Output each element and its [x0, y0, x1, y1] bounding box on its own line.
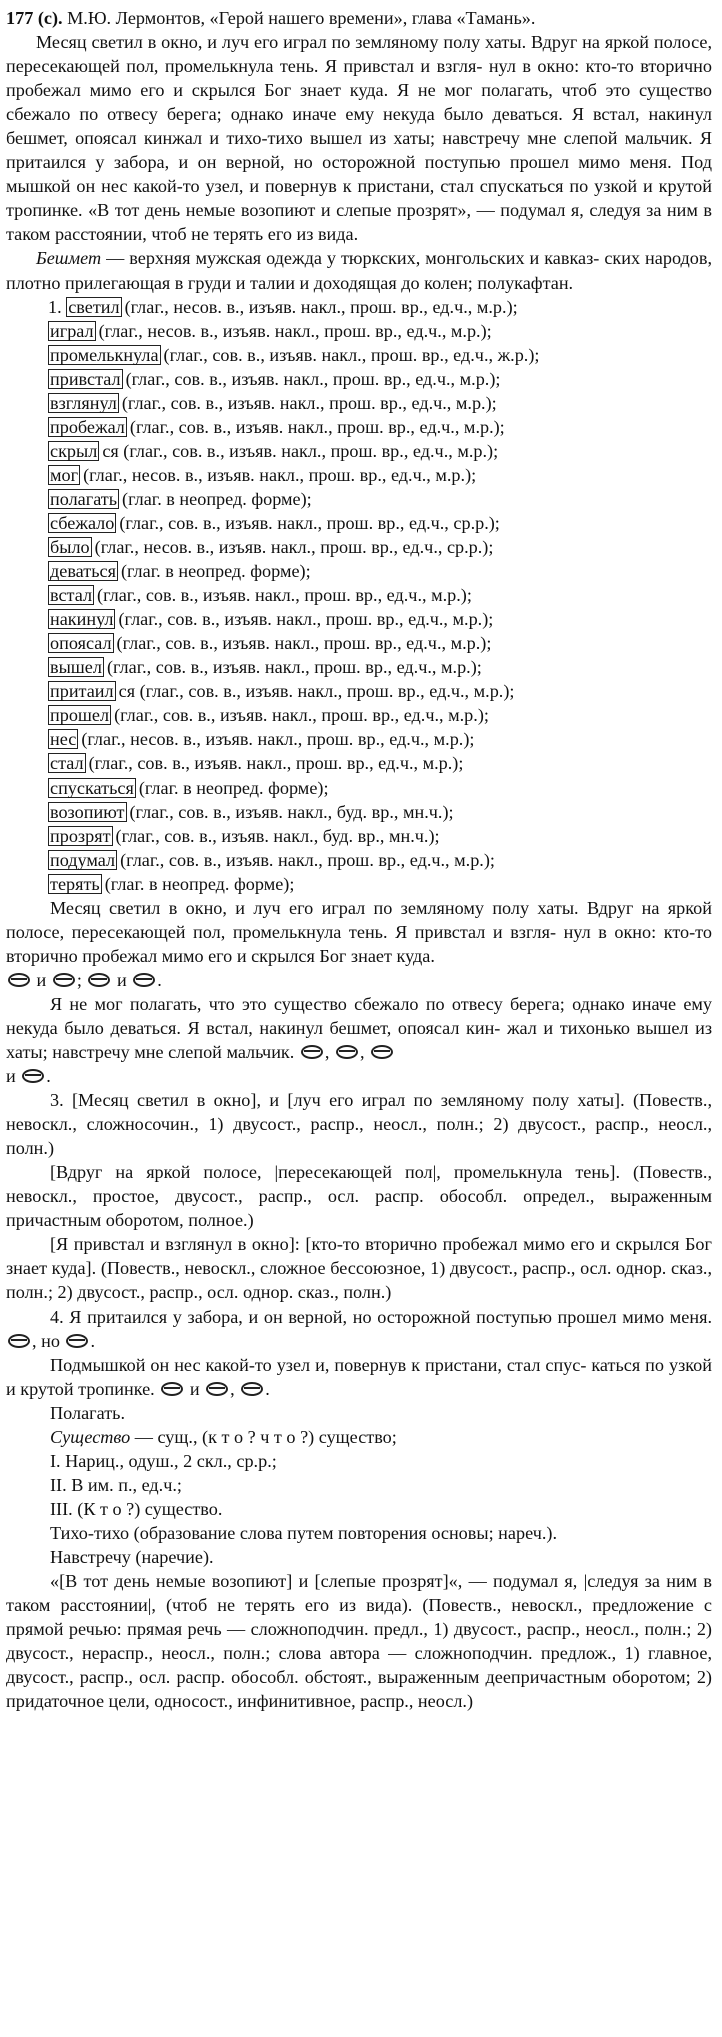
verb-word: промелькнула — [50, 344, 159, 365]
verb-list-item — [48, 631, 712, 655]
verb-word: играл — [50, 320, 94, 341]
verb-list-item — [48, 607, 712, 631]
verb-list-item — [48, 800, 712, 824]
word-analysis-polagat — [6, 1401, 712, 1425]
verb-grammar-info: (глаг., сов. в., изъяв. накл., прош. вр., ед.ч., ж.р.); — [163, 344, 540, 365]
morpheme-scheme-icon — [66, 1334, 88, 1348]
definition — [6, 246, 712, 294]
verb-word: полагать — [50, 488, 118, 509]
syntax-analysis-3 — [6, 1088, 712, 1160]
verb-list-item — [48, 391, 712, 415]
syntax-line: Подмышкой он нес какой-то узел и, повернув к пристани, стал спус- — [50, 1354, 587, 1375]
verb-grammar-info: (глаг. в неопред. форме); — [138, 777, 329, 798]
word-analysis-tiho — [6, 1521, 712, 1545]
morpheme-scheme-icon — [371, 1045, 393, 1059]
verb-list-number: 1. — [48, 296, 67, 317]
marked-paragraph-2: Я не мог полагать, что это существо сбежало по отвесу берега; однако иначе ему некуда было деваться. Я встал, накинул бешмет, опоясал кин- жал и тихонько вышел из хаты; навстречу мне слепой мальчик. , , и . — [6, 993, 713, 1087]
verb-grammar-info: (глаг. в неопред. форме); — [104, 873, 295, 894]
task-title: М.Ю. Лермонтов, «Герой нашего времени», глава «Тамань». — [67, 8, 536, 28]
verb-word: пробежал — [50, 416, 125, 437]
verb-word: прозрят — [50, 825, 111, 846]
verb-word: деваться — [50, 561, 116, 582]
verb-grammar-info: (глаг., сов. в., изъяв. накл., прош. вр., ед.ч., ср.р.); — [119, 512, 500, 533]
syntax-analysis-direct-speech — [6, 1569, 712, 1713]
word-analysis-sushchestvo — [6, 1425, 712, 1449]
verb-grammar-info: (глаг., сов. в., изъяв. накл., прош. вр., ед.ч., м.р.); — [114, 705, 489, 726]
verb-word: прошел — [50, 705, 110, 726]
source-line: узкой и крутой тропинке. «В тот день немые возопиют и слепые прозрят», — [6, 176, 713, 221]
syntax-line: [Вдруг на яркой полосе, |пересекающей пол|, промелькнула тень]. (Повеств., невоскл., простое, двусост., распр., осл. распр. обособл. определ., выраженным причастным оборотом, полное.) — [6, 1162, 712, 1231]
verb-grammar-info: ся (глаг., сов. в., изъяв. накл., прош. вр., ед.ч., м.р.); — [118, 681, 515, 702]
source-line: Я не мог полагать, чтоб это существо сбежало по отвесу берега; однако — [6, 80, 713, 125]
verb-word: привстал — [50, 368, 121, 389]
morpheme-scheme-icon — [161, 1382, 183, 1396]
syntax-analysis-4: 4. Я притаился у забора, и он верной, но осторожной поступью прошел мимо меня. , но . — [6, 1305, 712, 1353]
definition-text: полукафтан. — [477, 272, 574, 293]
verb-list-item — [48, 439, 712, 463]
verb-list-item — [48, 463, 712, 487]
verb-list-item — [48, 679, 712, 703]
verb-list-item — [48, 824, 712, 848]
verb-list-item — [48, 295, 712, 319]
verb-list-item — [48, 487, 712, 511]
verb-grammar-info: (глаг., несов. в., изъяв. накл., прош. вр., ед.ч., ср.р.); — [94, 537, 494, 558]
morpheme-scheme-icon — [206, 1382, 228, 1396]
source-line: Месяц светил в окно, и луч его играл по земляному полу хаты. Вдруг на — [36, 32, 600, 53]
verb-list-item — [48, 319, 712, 343]
syntax-line: мимо меня. — [622, 1306, 713, 1327]
scheme-joiner: и — [6, 1066, 21, 1087]
verb-grammar-info: (глаг., сов. в., изъяв. накл., прош. вр., ед.ч., м.р.); — [88, 753, 464, 774]
verb-word: вышел — [50, 657, 102, 678]
verb-word: опоясал — [50, 633, 112, 654]
source-line: — подумал я, следуя за ним в таком расстоянии, чтоб не терять его из вида. — [6, 200, 712, 245]
syntax-line: «[В тот день немые возопиют] и [слепые прозрят]«, — подумал я, — [50, 1571, 578, 1592]
word-analysis-line: Тихо-тихо (образование слова путем повторения основы; нареч.). — [50, 1522, 558, 1543]
verb-grammar-info: (глаг., сов. в., изъяв. накл., буд. вр., мн.ч.); — [115, 825, 440, 846]
verb-word: сбежало — [50, 512, 115, 533]
syntax-line: (Повеств., невоскл., сложносочин., 1) двусост., распр., неосл., полн.; 2) двусост., распр., неосл., полн.) — [6, 1090, 712, 1159]
word-analysis-r2 — [6, 1473, 712, 1497]
verb-word: накинул — [50, 609, 114, 630]
verb-grammar-info: (глаг., несов. в., изъяв. накл., прош. вр., ед.ч., м.р.); — [98, 320, 492, 341]
morpheme-scheme-icon — [22, 1069, 44, 1083]
verb-list-item — [48, 559, 712, 583]
morpheme-scheme-icon — [88, 973, 110, 987]
verb-grammar-info: (глаг., несов. в., изъяв. накл., прош. вр., ед.ч., м.р.); — [124, 296, 518, 317]
paragraph-line: жал и тихонько вышел из хаты; навстречу мне слепой мальчик. — [6, 1017, 713, 1063]
morpheme-scheme-icon — [336, 1045, 358, 1059]
verb-word: светил — [68, 296, 120, 317]
verb-list-item — [48, 872, 712, 896]
word-analysis-line: III. (К т о ?) существо. — [50, 1498, 223, 1519]
verb-grammar-info: (глаг. в неопред. форме); — [120, 561, 311, 582]
verb-grammar-info: (глаг., сов. в., изъяв. накл., буд. вр., мн.ч.); — [129, 801, 454, 822]
verb-word: нес — [50, 729, 77, 750]
syntax-line: 4. Я притаился у забора, и он верной, но осторожной поступью прошел — [50, 1306, 617, 1327]
morpheme-scheme-icon — [8, 973, 30, 987]
verb-word: возопиют — [50, 801, 125, 822]
verb-list-item — [48, 751, 712, 775]
verb-list-item — [48, 511, 712, 535]
scheme-joiner: и — [185, 1378, 205, 1399]
source-line: забора, и он верной, но осторожной поступью прошел мимо меня. Под — [113, 152, 712, 173]
morpheme-scheme-icon — [133, 973, 155, 987]
marked-paragraph-1: Месяц светил в окно, и луч его играл по земляному полу хаты. Вдруг на яркой полосе, пересекающей пол, промелькнула тень. Я привстал и взгля- нул в окно: кто-то вторично пробежал мимо его и скрылся Бог знает куда. и ; и . — [6, 897, 712, 990]
verb-list-item — [48, 415, 712, 439]
syntax-line: 3. [Месяц светил в окно], и [луч его играл по земляному полу хаты]. — [50, 1090, 625, 1111]
verb-word: мог — [50, 464, 79, 485]
scheme-joiner: и — [112, 969, 132, 990]
word-analysis-line: — сущ., (к т о ? ч т о ?) существо; — [130, 1426, 397, 1447]
verb-word: взглянул — [50, 392, 117, 413]
verb-word: было — [50, 537, 90, 558]
task-number: 177 (с). — [6, 8, 63, 28]
verb-word: спускаться — [50, 777, 134, 798]
source-line: нул в окно: кто-то вторично пробежал мимо его и скрылся Бог знает куда. — [6, 56, 712, 101]
scheme-joiner: , но — [32, 1330, 60, 1351]
verb-grammar-info: (глаг., сов. в., изъяв. накл., прош. вр., ед.ч., м.р.); — [129, 416, 505, 437]
syntax-analysis-3c — [6, 1232, 712, 1304]
verb-list-item — [48, 848, 712, 872]
source-line: яркой полосе, пересекающей пол, промелькнула тень. Я привстал и взгля- — [6, 32, 713, 77]
morpheme-scheme-icon — [241, 1382, 263, 1396]
verb-grammar-info: (глаг., сов. в., изъяв. накл., прош. вр., ед.ч., м.р.); — [120, 849, 495, 870]
paragraph-line: иначе ему некуда было деваться. Я встал, накинул бешмет, опоясал кин- — [6, 993, 713, 1038]
word-analysis-line: II. В им. п., ед.ч.; — [50, 1474, 182, 1495]
verb-word: притаил — [50, 681, 114, 702]
word-analysis-term: Существо — [50, 1426, 131, 1447]
verb-list-item — [48, 703, 712, 727]
verb-analysis-list — [6, 295, 712, 896]
verb-grammar-info: (глаг., сов. в., изъяв. накл., прош. вр., ед.ч., м.р.); — [116, 633, 492, 654]
word-analysis-r3 — [6, 1497, 712, 1521]
syntax-analysis-3b — [6, 1160, 712, 1232]
verb-list-item — [48, 367, 712, 391]
morpheme-scheme-icon — [301, 1045, 323, 1059]
verb-grammar-info: (глаг., сов. в., изъяв. накл., прош. вр., ед.ч., м.р.); — [97, 585, 472, 606]
source-line: мышкой он нес какой-то узел, и повернув к пристани, стал спускаться по — [6, 176, 589, 197]
definition-term: Бешмет — [36, 248, 102, 269]
verb-word: встал — [50, 585, 93, 606]
word-analysis-r1 — [6, 1449, 712, 1473]
verb-grammar-info: ся (глаг., сов. в., изъяв. накл., прош. вр., ед.ч., м.р.); — [102, 440, 499, 461]
scheme-joiner: ; — [76, 969, 87, 990]
word-analysis-line: I. Нариц., одуш., 2 скл., ср.р.; — [50, 1450, 277, 1471]
verb-word: терять — [50, 873, 100, 894]
word-analysis-navstrechu — [6, 1545, 712, 1569]
verb-grammar-info: (глаг., несов. в., изъяв. накл., прош. вр., ед.ч., м.р.); — [81, 729, 475, 750]
syntax-line: каться по узкой и крутой тропинке. — [6, 1354, 712, 1399]
scheme-joiner: и — [32, 969, 51, 990]
verb-grammar-info: (глаг., сов. в., изъяв. накл., прош. вр., ед.ч., м.р.); — [121, 392, 497, 413]
word-analysis-line: Навстречу (наречие). — [50, 1547, 214, 1567]
word-analysis-line: Полагать. — [50, 1402, 125, 1423]
paragraph-line: нул в окно: кто-то вторично пробежал мимо его и скрылся Бог знает куда. — [6, 921, 712, 966]
verb-list-item — [48, 776, 712, 800]
paragraph-line: Я не мог полагать, что это существо сбежало по отвесу берега; однако — [50, 993, 625, 1014]
verb-word: стал — [50, 753, 84, 774]
morpheme-scheme-icon — [53, 973, 75, 987]
verb-grammar-info: (глаг., сов. в., изъяв. накл., прош. вр., ед.ч., м.р.); — [118, 609, 494, 630]
morpheme-scheme-icon — [8, 1334, 30, 1348]
source-line: и тихо-тихо вышел из хаты; навстречу мне слепой мальчик. Я притаился у — [6, 128, 712, 173]
verb-grammar-info: (глаг., сов. в., изъяв. накл., прош. вр., ед.ч., м.р.); — [106, 657, 482, 678]
verb-grammar-info: (глаг., несов. в., изъяв. накл., прош. вр., ед.ч., м.р.); — [83, 464, 477, 485]
verb-word: скрыл — [50, 440, 98, 461]
verb-list-item — [48, 655, 712, 679]
verb-word: подумал — [50, 849, 116, 870]
verb-list-item — [48, 583, 712, 607]
source-line: иначе ему некуда было деваться. Я встал, накинул бешмет, опоясал кинжал — [6, 104, 713, 149]
task-header — [6, 6, 712, 30]
syntax-line: [Я привстал и взглянул в окно]: [кто-то вторично пробежал мимо его и скрылся Бог знает куда]. (Повеств., невоскл., сложное бессоюзное, 1) двусост., распр., осл. однор. сказ., полн.; 2) двусост., распр., осл. однор. сказ., полн.) — [6, 1234, 712, 1303]
definition-text: ских народов, плотно прилегающая в груди и талии и доходящая до колен; — [6, 248, 712, 293]
verb-grammar-info: (глаг., сов. в., изъяв. накл., прош. вр., ед.ч., м.р.); — [125, 368, 501, 389]
verb-grammar-info: (глаг. в неопред. форме); — [122, 488, 312, 509]
verb-list-item — [48, 727, 712, 751]
verb-list-item — [48, 343, 712, 367]
syntax-analysis-4b: Подмышкой он нес какой-то узел и, повернув к пристани, стал спус- каться по узкой и крутой тропинке. и , . — [6, 1354, 712, 1399]
paragraph-line: яркой полосе, пересекающей пол, промелькнула тень. Я привстал и взгля- — [6, 897, 712, 942]
syntax-line: |следуя за ним в таком расстоянии|, (чтоб не терять его из вида). (Повеств., невоскл., предложение с прямой речью: прямая речь — сложноподчин. предл., 1) двусост., распр., неосл., полн.; 2) двусост., нераспр., неосл., полн.; слова автора — сложноподчин. предлож., 1) главное, двусост., распр., осл. распр. обособл. обстоят., выраженным деепричастным оборотом; 2) придаточное цели, односост., инфинитивное, распр., неосл.) — [6, 1571, 713, 1712]
source-text — [6, 30, 712, 246]
definition-text: — верхняя мужская одежда у тюркских, монгольских и кавказ- — [101, 248, 600, 269]
verb-list-item — [48, 535, 712, 559]
paragraph-line: Месяц светил в окно, и луч его играл по земляному полу хаты. Вдруг на — [50, 897, 660, 918]
